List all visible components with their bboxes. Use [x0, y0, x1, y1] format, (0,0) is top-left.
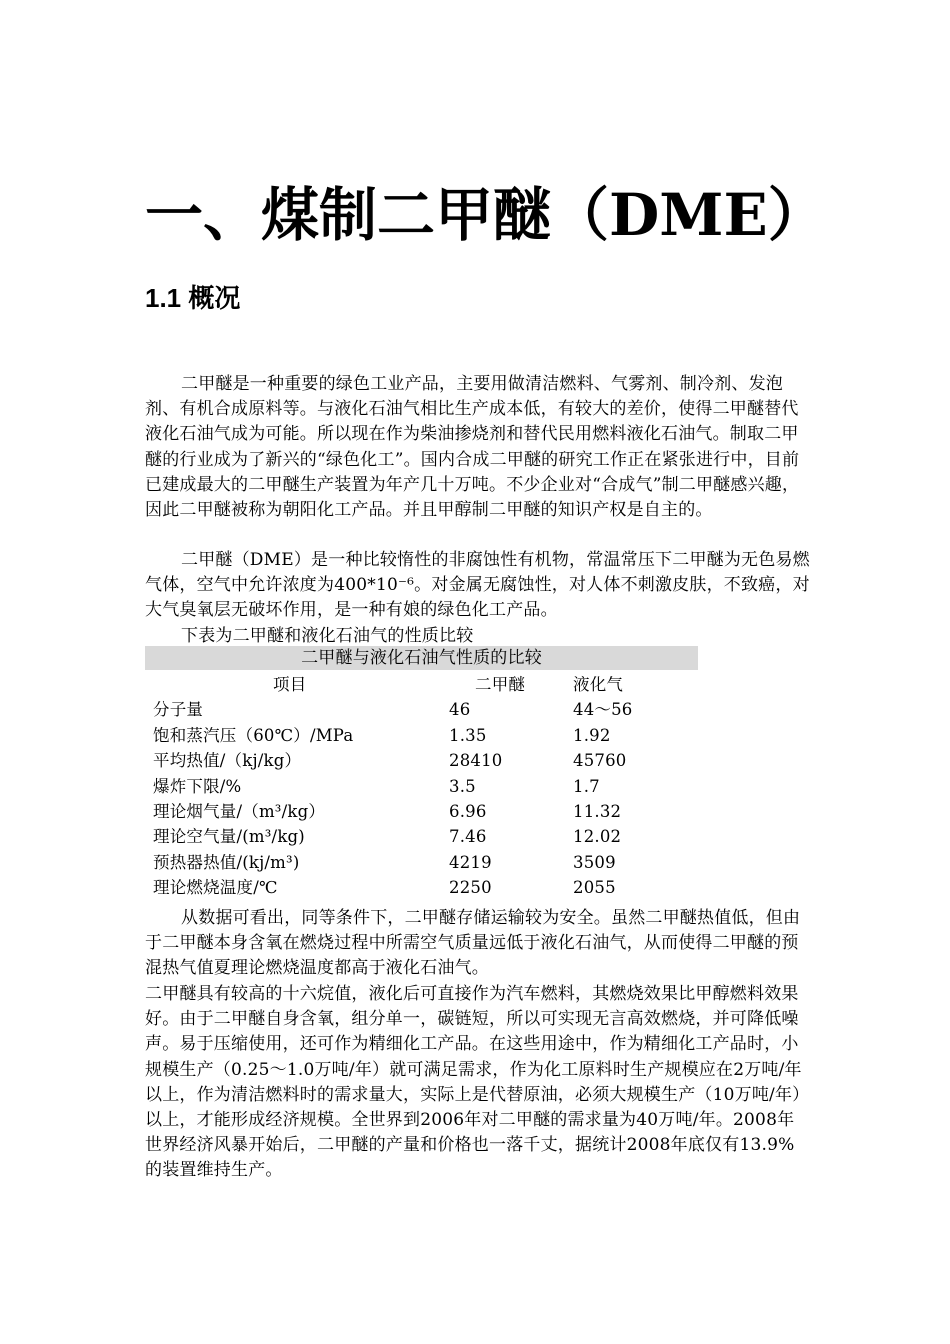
table-row: [145, 723, 705, 748]
section-heading: 1.1 概况: [145, 283, 241, 313]
table-caption: 二甲醚与液化石油气性质的比较: [145, 646, 698, 670]
table-cell: 预热器热值/(kj/m³): [153, 852, 300, 872]
document-title: 一、煤制二甲醚（DME）: [145, 181, 826, 249]
table-row: [145, 799, 705, 824]
table-row: [145, 748, 705, 773]
table-cell: 1.7: [573, 776, 600, 796]
table-cell: 44～56: [573, 700, 633, 720]
dme-properties-paragraph: 二甲醚（DME）是一种比较惰性的非腐蚀性有机物，常温常压下二甲醚为无色易燃气体，空气中允许浓度为400*10⁻⁶。对金属无腐蚀性，对人体不刺激皮肤，不致癌，对大气臭氧层无破坏作用，是一种有娘的绿色化工产品。: [145, 550, 810, 621]
intro-paragraph: 二甲醚是一种重要的绿色工业产品，主要用做清洁燃料、气雾剂、制冷剂、发泡剂、有机合成原料等。与液化石油气相比生产成本低，有较大的差价，使得二甲醚替代液化石油气成为可能。所以现在作为柴油掺烧剂和替代民用燃料液化石油气。制取二甲醚的行业成为了新兴的“绿色化工”。国内合成二甲醚的研究工作正在紧张进行中，目前已建成最大的二甲醚生产装置为年产几十万吨。不少企业对“合成气”制二甲醚感兴趣，因此二甲醚被称为朝阳化工产品。并且甲醇制二甲醚的知识产权是自主的。: [145, 374, 800, 521]
uses-paragraph: 二甲醚具有较高的十六烷值，液化后可直接作为汽车燃料，其燃烧效果比甲醇燃料效果好。由于二甲醚自身含氧，组分单一，碳链短，所以可实现无言高效燃烧，并可降低噪声。易于压缩使用，还可作为精细化工产品。在这些用途中，作为精细化工产品时，小规模生产（0.25～1.0万吨/年）就可满足需求，作为化工原料时生产规模应在2万吨/年以上，作为清洁燃料时的需求量大，实际上是代替原油，必须大规模生产（10万吨/年）以上，才能形成经济规模。全世界到2006年对二甲醚的需求量为40万吨/年。2008年世界经济风暴开始后，二甲醚的产量和价格也一落千丈，据统计2008年底仅有13.9%的装置维持生产。: [145, 984, 810, 1181]
table-cell: 45760: [573, 751, 627, 771]
uses-section: [145, 982, 810, 1184]
table-row: [145, 697, 705, 722]
table-cell: 1.35: [449, 725, 487, 745]
table-cell: 12.02: [573, 827, 622, 847]
table-row: [145, 875, 705, 900]
table-header-cell: 液化气: [573, 675, 624, 694]
dme-section: [145, 548, 810, 649]
table-cell: 爆炸下限/%: [153, 776, 242, 796]
table-cell: 1.92: [573, 725, 611, 745]
table-cell: 7.46: [449, 827, 487, 847]
conclusion-paragraph: 从数据可看出，同等条件下，二甲醚存储运输较为安全。虽然二甲醚热值低，但由于二甲醚本身含氧在燃烧过程中所需空气质量远低于液化石油气，从而使得二甲醚的预混热气值夏理论燃烧温度都高于液化石油气。: [145, 908, 801, 979]
table-cell: 3509: [573, 852, 616, 872]
table-cell: 4219: [449, 852, 492, 872]
table-intro-paragraph: 下表为二甲醚和液化石油气的性质比较: [181, 625, 474, 646]
table-row: [145, 774, 705, 799]
intro-section: [145, 372, 810, 523]
table-cell: 46: [449, 700, 471, 720]
table-cell: 28410: [449, 751, 503, 771]
table-header-cell: 项目: [273, 675, 307, 694]
table-cell: 理论空气量/(m³/kg): [153, 827, 305, 847]
table-cell: 理论燃烧温度/℃: [153, 878, 278, 898]
comparison-table: [145, 672, 705, 901]
table-header-row: [145, 672, 705, 697]
table-cell: 3.5: [449, 776, 476, 796]
table-row: [145, 850, 705, 875]
table-cell: 饱和蒸汽压（60℃）/MPa: [153, 725, 354, 745]
table-cell: 2250: [449, 878, 492, 898]
table-cell: 6.96: [449, 801, 487, 821]
conclusion-section: [145, 906, 810, 982]
table-cell: 分子量: [153, 700, 204, 720]
table-cell: 平均热值/（kj/kg）: [153, 751, 302, 771]
table-header-cell: 二甲醚: [475, 675, 526, 694]
table-cell: 理论烟气量/（m³/kg）: [153, 801, 326, 821]
table-cell: 11.32: [573, 801, 622, 821]
table-cell: 2055: [573, 878, 616, 898]
table-row: [145, 824, 705, 849]
